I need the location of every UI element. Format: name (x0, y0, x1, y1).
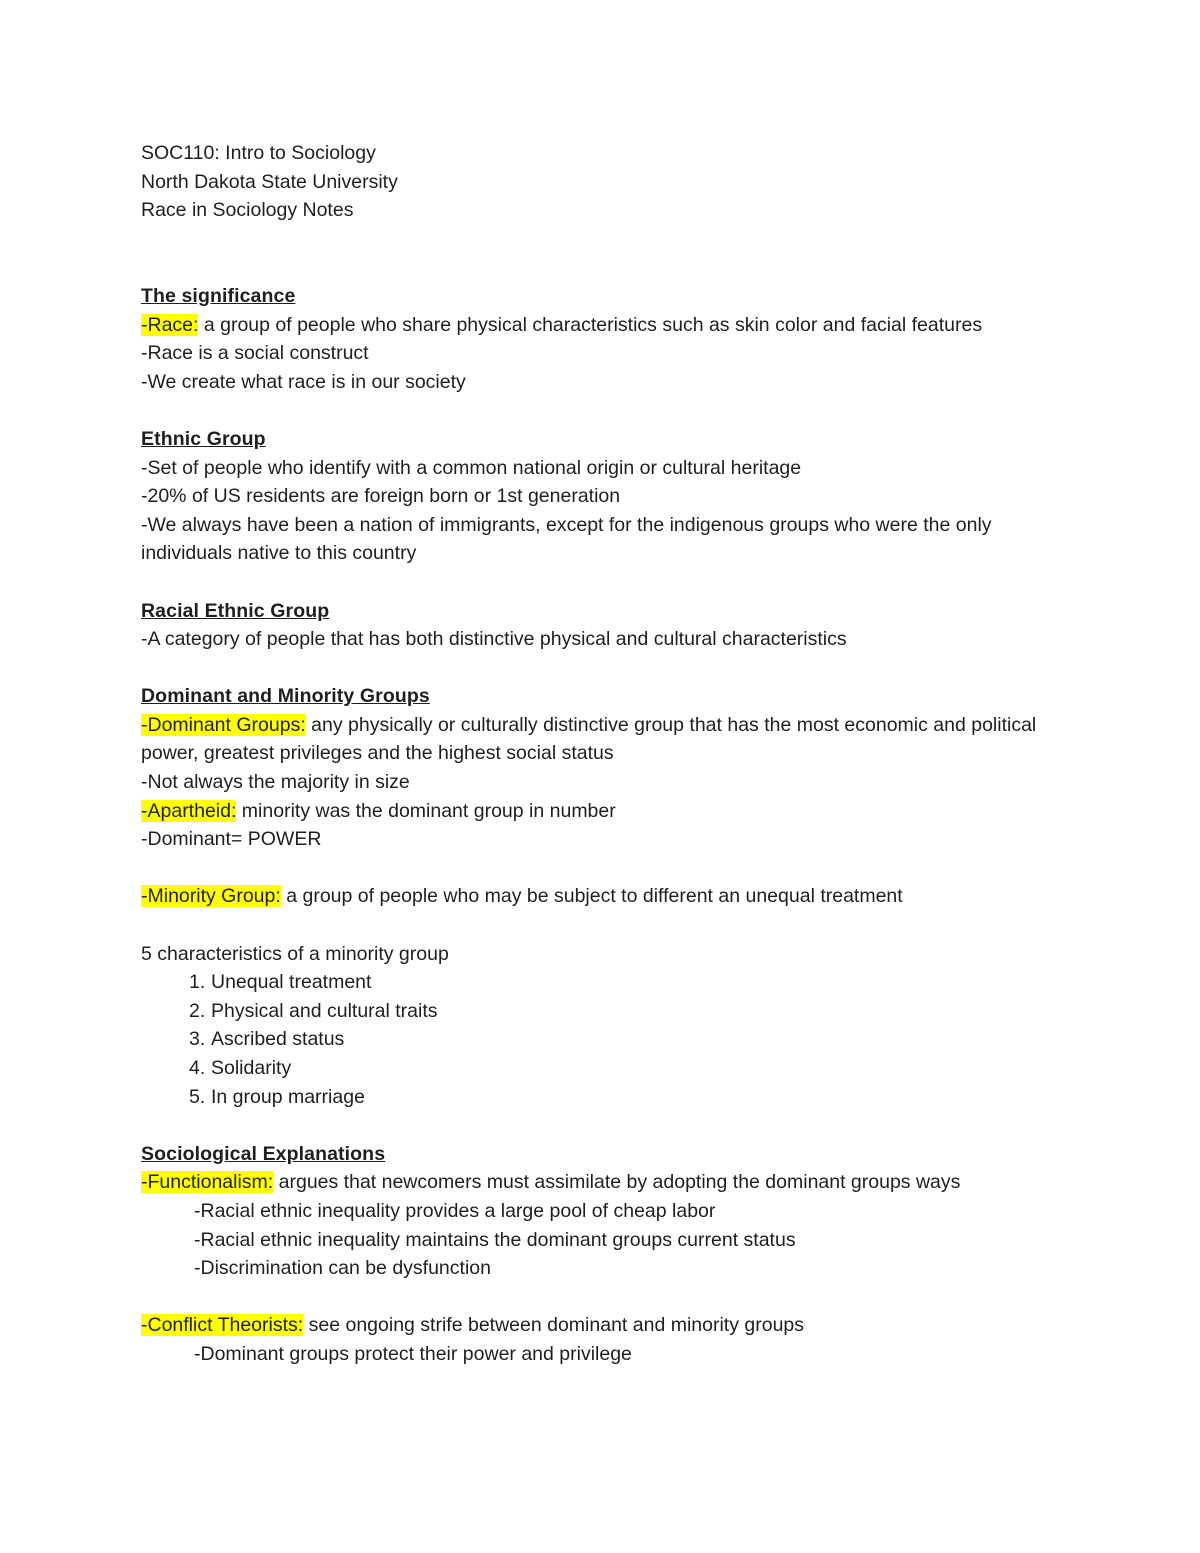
dominant-groups-definition (141, 711, 1071, 768)
list-number: 5. (189, 1085, 206, 1108)
list-text: In group marriage (211, 1085, 365, 1108)
functionalism-point-1: -Racial ethnic inequality provides a large pool of cheap labor (194, 1199, 716, 1222)
ethnic-line-1: -Set of people who identify with a common national origin or cultural heritage (141, 456, 802, 479)
minority-def: a group of people who may be subject to different an unequal treatment (280, 885, 903, 908)
heading-sociological-explanations: Sociological Explanations (141, 1142, 386, 1165)
list-number: 1. (189, 971, 206, 994)
functionalism-point-3: -Discrimination can be dysfunction (194, 1257, 491, 1280)
apartheid-definition (141, 797, 1071, 826)
conflict-term: -Conflict Theorists: (141, 1314, 304, 1337)
list-item (141, 1083, 1071, 1112)
course-title: SOC110: Intro to Sociology (141, 142, 376, 164)
race-term: -Race: (141, 313, 199, 336)
heading-ethnic-group: Ethnic Group (141, 427, 266, 450)
apartheid-term: -Apartheid: (141, 799, 237, 822)
list-number: 4. (189, 1057, 206, 1079)
race-create: -We create what race is in our society (141, 370, 466, 393)
university-name: North Dakota State University (141, 170, 398, 193)
functionalism-point-2: -Racial ethnic inequality maintains the dominant groups current status (194, 1228, 796, 1251)
apartheid-def: minority was the dominant group in number (236, 799, 616, 822)
dominant-def: any physically or culturally distinctive group that has the most economic and political power, greatest privileges and the highest social status (141, 713, 1037, 765)
list-item (141, 1054, 1071, 1083)
race-definition (141, 311, 1071, 340)
minority-group-definition (141, 882, 1071, 911)
race-social-construct: -Race is a social construct (141, 342, 369, 365)
functionalism-term: -Functionalism: (141, 1171, 274, 1194)
ethnic-line-3: -We always have been a nation of immigrants, except for the indigenous groups who were the only individuals native to this country (141, 513, 992, 565)
notes-title: Race in Sociology Notes (141, 199, 354, 222)
list-number: 2. (189, 999, 206, 1022)
list-text: Physical and cultural traits (211, 999, 438, 1022)
minority-term: -Minority Group: (141, 885, 281, 908)
list-text: Solidarity (211, 1057, 292, 1079)
list-text: Unequal treatment (211, 971, 372, 994)
functionalism-definition (141, 1168, 1071, 1197)
dominant-term: -Dominant Groups: (141, 713, 306, 736)
functionalism-def: argues that newcomers must assimilate by adopting the dominant groups ways (273, 1171, 961, 1194)
conflict-point-1: -Dominant groups protect their power and privilege (194, 1342, 632, 1365)
characteristics-list (141, 968, 1071, 1111)
list-text: Ascribed status (211, 1028, 345, 1051)
heading-significance: The significance (141, 284, 296, 307)
race-def: a group of people who share physical characteristics such as skin color and facial features (198, 313, 983, 336)
document-body (141, 139, 1071, 1369)
heading-dominant-minority: Dominant and Minority Groups (141, 685, 430, 708)
ethnic-line-2: -20% of US residents are foreign born or 1st generation (141, 485, 621, 508)
list-item (141, 968, 1071, 997)
characteristics-intro: 5 characteristics of a minority group (141, 942, 449, 965)
dominant-power-line: -Dominant= POWER (141, 828, 322, 851)
list-number: 3. (189, 1028, 206, 1051)
list-item (141, 1025, 1071, 1054)
conflict-def: see ongoing strife between dominant and minority groups (303, 1314, 805, 1337)
list-item (141, 997, 1071, 1026)
racial-ethnic-line-1: -A category of people that has both distinctive physical and cultural characteristics (141, 628, 847, 651)
conflict-theorists-definition (141, 1311, 1071, 1340)
heading-racial-ethnic-group: Racial Ethnic Group (141, 599, 330, 622)
not-majority-line: -Not always the majority in size (141, 771, 410, 794)
